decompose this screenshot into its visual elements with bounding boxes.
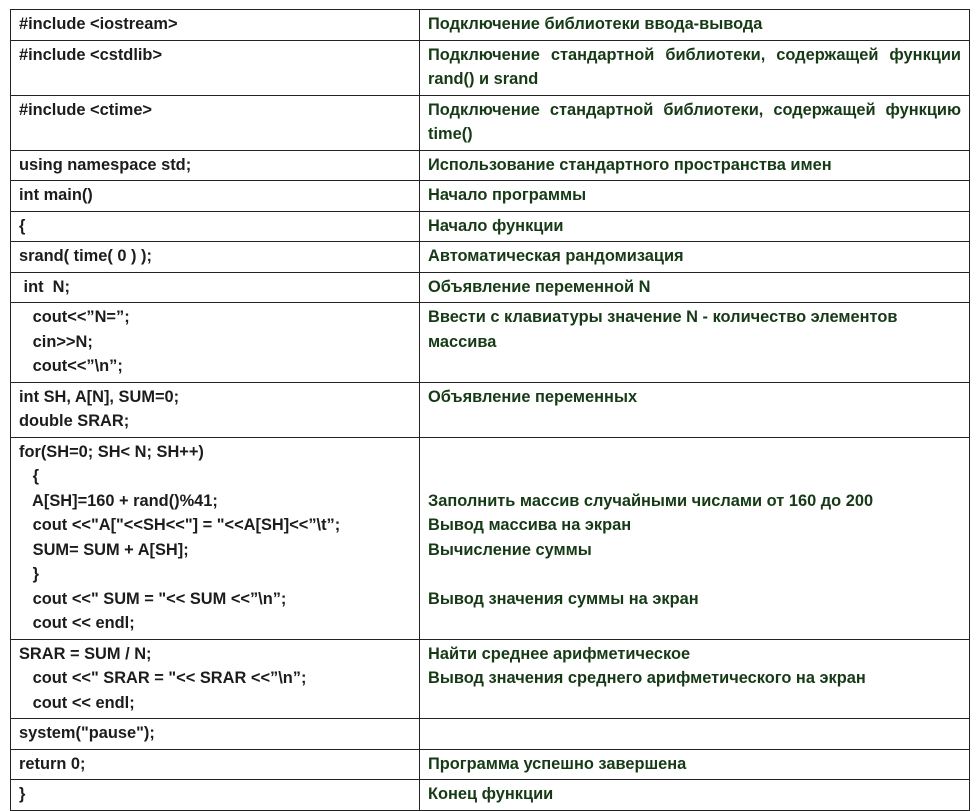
code-cell: cout<<”N=”; cin>>N; cout<<”\n”; [11, 303, 420, 383]
description-cell: Начало программы [420, 181, 970, 212]
code-cell: for(SH=0; SH< N; SH++) { A[SH]=160 + rand()%41; cout <<"A["<<SH<<"] = "<<A[SH]<<”\t”; SUM= SUM + A[SH]; } cout <<" SUM = "<< SUM <<”\n”; cout << endl; [11, 437, 420, 639]
code-cell: int SH, A[N], SUM=0; double SRAR; [11, 382, 420, 437]
table-row [11, 181, 970, 212]
description-cell: Ввести с клавиатуры значение N - количество элементов массива [420, 303, 970, 383]
code-cell: #include <cstdlib> [11, 40, 420, 95]
table-row [11, 150, 970, 181]
description-cell: Автоматическая рандомизация [420, 242, 970, 273]
description-cell: Программа успешно завершена [420, 749, 970, 780]
table-row [11, 10, 970, 41]
code-cell: system("pause"); [11, 719, 420, 750]
description-cell: Конец функции [420, 780, 970, 811]
description-cell: Найти среднее арифметическое Вывод значения среднего арифметического на экран [420, 639, 970, 719]
table-row [11, 749, 970, 780]
code-cell: #include <iostream> [11, 10, 420, 41]
table-row [11, 211, 970, 242]
description-cell: Начало функции [420, 211, 970, 242]
table-row [11, 303, 970, 383]
description-cell: Подключение стандартной библиотеки, содержащей функцию time() [420, 95, 970, 150]
table-row [11, 437, 970, 639]
code-table [10, 9, 970, 811]
description-cell: Подключение библиотеки ввода-вывода [420, 10, 970, 41]
table-row [11, 242, 970, 273]
table-row [11, 639, 970, 719]
code-cell: int N; [11, 272, 420, 303]
table-row [11, 780, 970, 811]
table-row [11, 40, 970, 95]
description-cell: Объявление переменной N [420, 272, 970, 303]
code-cell: } [11, 780, 420, 811]
code-cell: return 0; [11, 749, 420, 780]
description-cell: Объявление переменных [420, 382, 970, 437]
description-cell: Подключение стандартной библиотеки, содержащей функции rand() и srand [420, 40, 970, 95]
code-cell: using namespace std; [11, 150, 420, 181]
description-cell [420, 719, 970, 750]
table-row [11, 719, 970, 750]
code-cell: { [11, 211, 420, 242]
code-cell: SRAR = SUM / N; cout <<" SRAR = "<< SRAR <<”\n”; cout << endl; [11, 639, 420, 719]
table-row [11, 272, 970, 303]
description-cell: Использование стандартного пространства имен [420, 150, 970, 181]
table-row [11, 382, 970, 437]
description-cell: Заполнить массив случайными числами от 160 до 200 Вывод массива на экран Вычисление суммы Вывод значения суммы на экран [420, 437, 970, 639]
table-row [11, 95, 970, 150]
code-cell: int main() [11, 181, 420, 212]
code-cell: #include <ctime> [11, 95, 420, 150]
code-cell: srand( time( 0 ) ); [11, 242, 420, 273]
